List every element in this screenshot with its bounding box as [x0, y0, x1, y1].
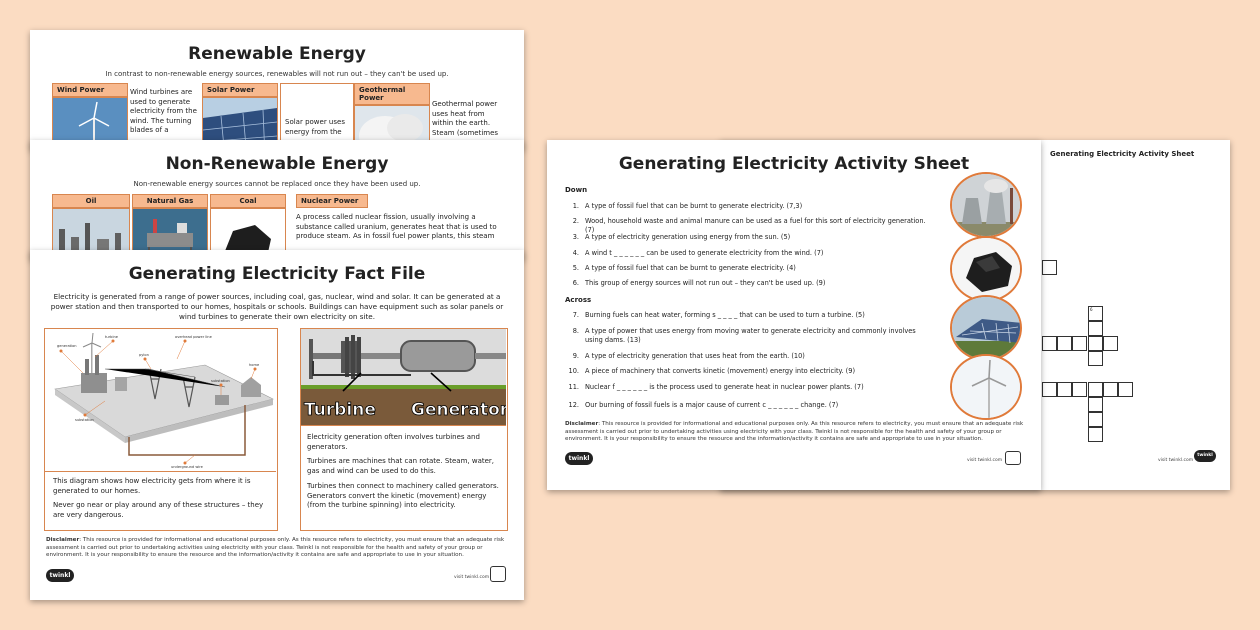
- clue-text: Wood, household waste and animal manure can be used as a fuel for this sort of electricity generation. (7): [585, 217, 926, 234]
- crossword-cell[interactable]: [1088, 412, 1103, 427]
- label-substation-2: substation: [75, 418, 94, 422]
- crossword-title: Generating Electricity Activity Sheet: [1050, 150, 1195, 158]
- generator-definition-text: Turbines then connect to machinery called generators. Generators convert the kinetic (movement) energy (from the turbine spinning) into electricity.: [307, 482, 499, 509]
- footer-url[interactable]: visit twinkl.com: [1158, 458, 1194, 463]
- generator-label: Generator: [411, 400, 506, 420]
- turbine-generator-illustration: [301, 329, 506, 425]
- footer-url[interactable]: visit twinkl.com: [967, 458, 1003, 463]
- crossword-cell[interactable]: [1088, 397, 1103, 412]
- clue-text: A wind t _ _ _ _ _ _ can be used to generate electricity from the wind. (7): [585, 249, 824, 257]
- geothermal-power-header: Geothermal Power: [354, 83, 430, 105]
- clue-number: 5.: [572, 264, 579, 272]
- across-clue: [565, 401, 935, 410]
- clue-text: Our burning of fossil fuels is a major cause of current c _ _ _ _ _ _ change. (7): [585, 401, 839, 409]
- fact-file-title: Generating Electricity Fact File: [128, 264, 426, 284]
- disclaimer-label: Disclaimer: [46, 537, 80, 543]
- turbine-label: Turbine: [304, 400, 376, 420]
- solar-power-header: Solar Power: [202, 83, 278, 97]
- clue-number: 4.: [572, 249, 579, 257]
- clue-number: 10.: [568, 367, 579, 375]
- nonrenewable-sheet: [30, 140, 524, 260]
- clue-text: A type of fossil fuel that can be burnt to generate electricity. (4): [585, 264, 796, 272]
- disclaimer-text: : This resource is provided for informational and educational purposes only. As this resource refers to electricity, you must ensure that an adequate risk assessment is carried out prior to undertaking activities using electricity with your class. Twinkl is not responsible for the health and safety of your group or environment. It is your responsibility to ensure the resource and the information/activity it contains are safe and appropriate to use in your situation.: [565, 421, 1024, 443]
- clue-text: Burning fuels can heat water, forming s _ _ _ _ that can be used to turn a turbine. (5): [585, 311, 865, 319]
- label-underground-wire: underground wire: [171, 465, 203, 469]
- fact-file-intro: Electricity is generated from a range of power sources, including coal, gas, nuclear, wind and solar. It can be generated at a power station and then transported to our homes, hospitals or schools. Buildings can have equipment such as solar panels or wind turbines to generate their own electricity on site.: [50, 292, 504, 321]
- solar-power-text: Solar power uses energy from the: [285, 118, 345, 136]
- power-station-image: [950, 172, 1022, 238]
- disclaimer-label: Disclaimer: [565, 421, 599, 427]
- solar-panel-image: [950, 295, 1022, 361]
- clue-text: A piece of machinery that converts kinetic (movement) energy into electricity. (9): [585, 367, 856, 375]
- coal-header: Coal: [210, 194, 286, 208]
- crossword-cell[interactable]: [1088, 336, 1103, 351]
- label-home: home: [249, 363, 260, 367]
- crossword-cell[interactable]: [1088, 382, 1103, 397]
- activity-sheet: [547, 140, 1041, 490]
- label-pylon: pylon: [139, 353, 149, 357]
- nonrenewable-subtitle: Non-renewable energy sources cannot be replaced once they have been used up.: [133, 180, 421, 188]
- twinkl-logo: twinkl: [565, 452, 593, 465]
- clue-text: This group of energy sources will not run out – they can't be used up. (9): [585, 279, 826, 287]
- clue-number: 7.: [572, 311, 579, 319]
- oil-header: Oil: [52, 194, 130, 208]
- activity-title: Generating Electricity Activity Sheet: [618, 154, 970, 174]
- clue-number: 1.: [572, 202, 579, 210]
- down-heading: Down: [565, 186, 588, 194]
- clue-number: 11.: [568, 383, 579, 391]
- coal-image: [950, 236, 1022, 302]
- across-clue: [565, 367, 935, 376]
- quality-badge: [1005, 451, 1021, 465]
- disclaimer: [46, 537, 508, 560]
- quality-badge: [490, 566, 506, 582]
- clue-text: A type of fossil fuel that can be burnt to generate electricity. (7,3): [585, 202, 803, 210]
- crossword-cell[interactable]: [1072, 336, 1087, 351]
- grid-diagram-box: [44, 328, 278, 531]
- label-overhead-power-line: overhead power line: [175, 335, 212, 339]
- clue-number: 6.: [572, 279, 579, 287]
- twinkl-logo: twinkl: [46, 569, 74, 582]
- turbine-definition-text: Turbines are machines that can rotate. Steam, water, gas and wind can be used to do this.: [307, 457, 495, 475]
- crossword-cell[interactable]: [1118, 382, 1133, 397]
- turbine-generator-box: [300, 328, 508, 531]
- crossword-cell[interactable]: [1088, 427, 1103, 442]
- across-clue: [565, 311, 935, 320]
- clue-text: A type of electricity generation using energy from the sun. (5): [585, 233, 791, 241]
- clue-number: 8.: [572, 327, 579, 335]
- down-clue: [565, 233, 935, 242]
- down-clue: [565, 264, 935, 273]
- twinkl-logo: twinkl: [1194, 450, 1216, 462]
- wind-turbine-image: [950, 354, 1022, 420]
- wind-power-header: Wind Power: [52, 83, 128, 97]
- fact-file-sheet: [30, 250, 524, 600]
- crossword-cell[interactable]: [1042, 382, 1057, 397]
- geothermal-power-text: Geothermal power uses heat from within the earth. Steam (sometimes: [432, 100, 499, 137]
- turbine-intro-text: Electricity generation often involves turbines and generators.: [307, 433, 480, 451]
- down-clue: [565, 202, 935, 211]
- power-grid-diagram: [45, 329, 276, 469]
- clue-text: A type of electricity generation that uses heat from the earth. (10): [585, 352, 805, 360]
- footer-url[interactable]: visit twinkl.com: [454, 575, 490, 580]
- label-turbine: turbine: [105, 335, 118, 339]
- nuclear-power-header: Nuclear Power: [296, 194, 368, 208]
- across-heading: Across: [565, 296, 592, 304]
- clue-number: 12.: [568, 401, 579, 409]
- label-substation: substation: [211, 379, 230, 383]
- clue-text: A type of power that uses energy from moving water to generate electricity and commonly involves using dams. (13): [585, 327, 916, 344]
- renewable-title: Renewable Energy: [188, 44, 366, 64]
- down-clue: [565, 279, 935, 288]
- crossword-cell[interactable]: [1088, 351, 1103, 366]
- crossword-cell[interactable]: [1103, 382, 1118, 397]
- crossword-cell[interactable]: [1057, 336, 1072, 351]
- crossword-cell[interactable]: [1103, 336, 1118, 351]
- renewable-sheet: [30, 30, 524, 150]
- crossword-cell[interactable]: [1057, 382, 1072, 397]
- clue-number: 3.: [572, 233, 579, 241]
- nonrenewable-title: Non-Renewable Energy: [165, 154, 389, 174]
- wind-power-text: Wind turbines are used to generate electricity from the wind. The turning blades of a: [130, 88, 197, 134]
- natural-gas-header: Natural Gas: [132, 194, 208, 208]
- across-clue: [565, 383, 935, 392]
- disclaimer-text: : This resource is provided for informational and educational purposes only. As this resource refers to electricity, you must ensure that an adequate risk assessment is carried out prior to undertaking activities using electricity with your class. Twinkl is not responsible for the health and safety of your group or environment. It is your responsibility to ensure the resource and the information/activity it contains are safe and appropriate to use in your situation.: [46, 537, 505, 559]
- nuclear-power-text: A process called nuclear fission, usually involving a substance called uranium, generates heat that is used to produce steam. As in fossil fuel power plants, this steam: [296, 213, 497, 240]
- label-generation: generation: [57, 344, 77, 348]
- crossword-cell[interactable]: [1072, 382, 1087, 397]
- down-clue: [565, 249, 935, 258]
- crossword-cell[interactable]: [1042, 260, 1057, 275]
- crossword-clue-number: 6: [1090, 307, 1093, 312]
- disclaimer: [565, 421, 1025, 444]
- renewable-subtitle: In contrast to non-renewable energy sources, renewables will not run out – they can't be used up.: [105, 70, 449, 78]
- diagram-caption: This diagram shows how electricity gets from where it is generated to our homes.: [53, 477, 251, 495]
- across-clue: [565, 352, 935, 361]
- safety-warning: Never go near or play around any of these structures – they are very dangerous.: [53, 501, 264, 519]
- clue-number: 2.: [572, 217, 579, 225]
- across-clue: [565, 327, 935, 345]
- clue-text: Nuclear f _ _ _ _ _ _ is the process used to generate heat in nuclear power plants. (7): [585, 383, 864, 391]
- crossword-cell[interactable]: [1088, 321, 1103, 336]
- clue-number: 9.: [572, 352, 579, 360]
- crossword-cell[interactable]: [1042, 336, 1057, 351]
